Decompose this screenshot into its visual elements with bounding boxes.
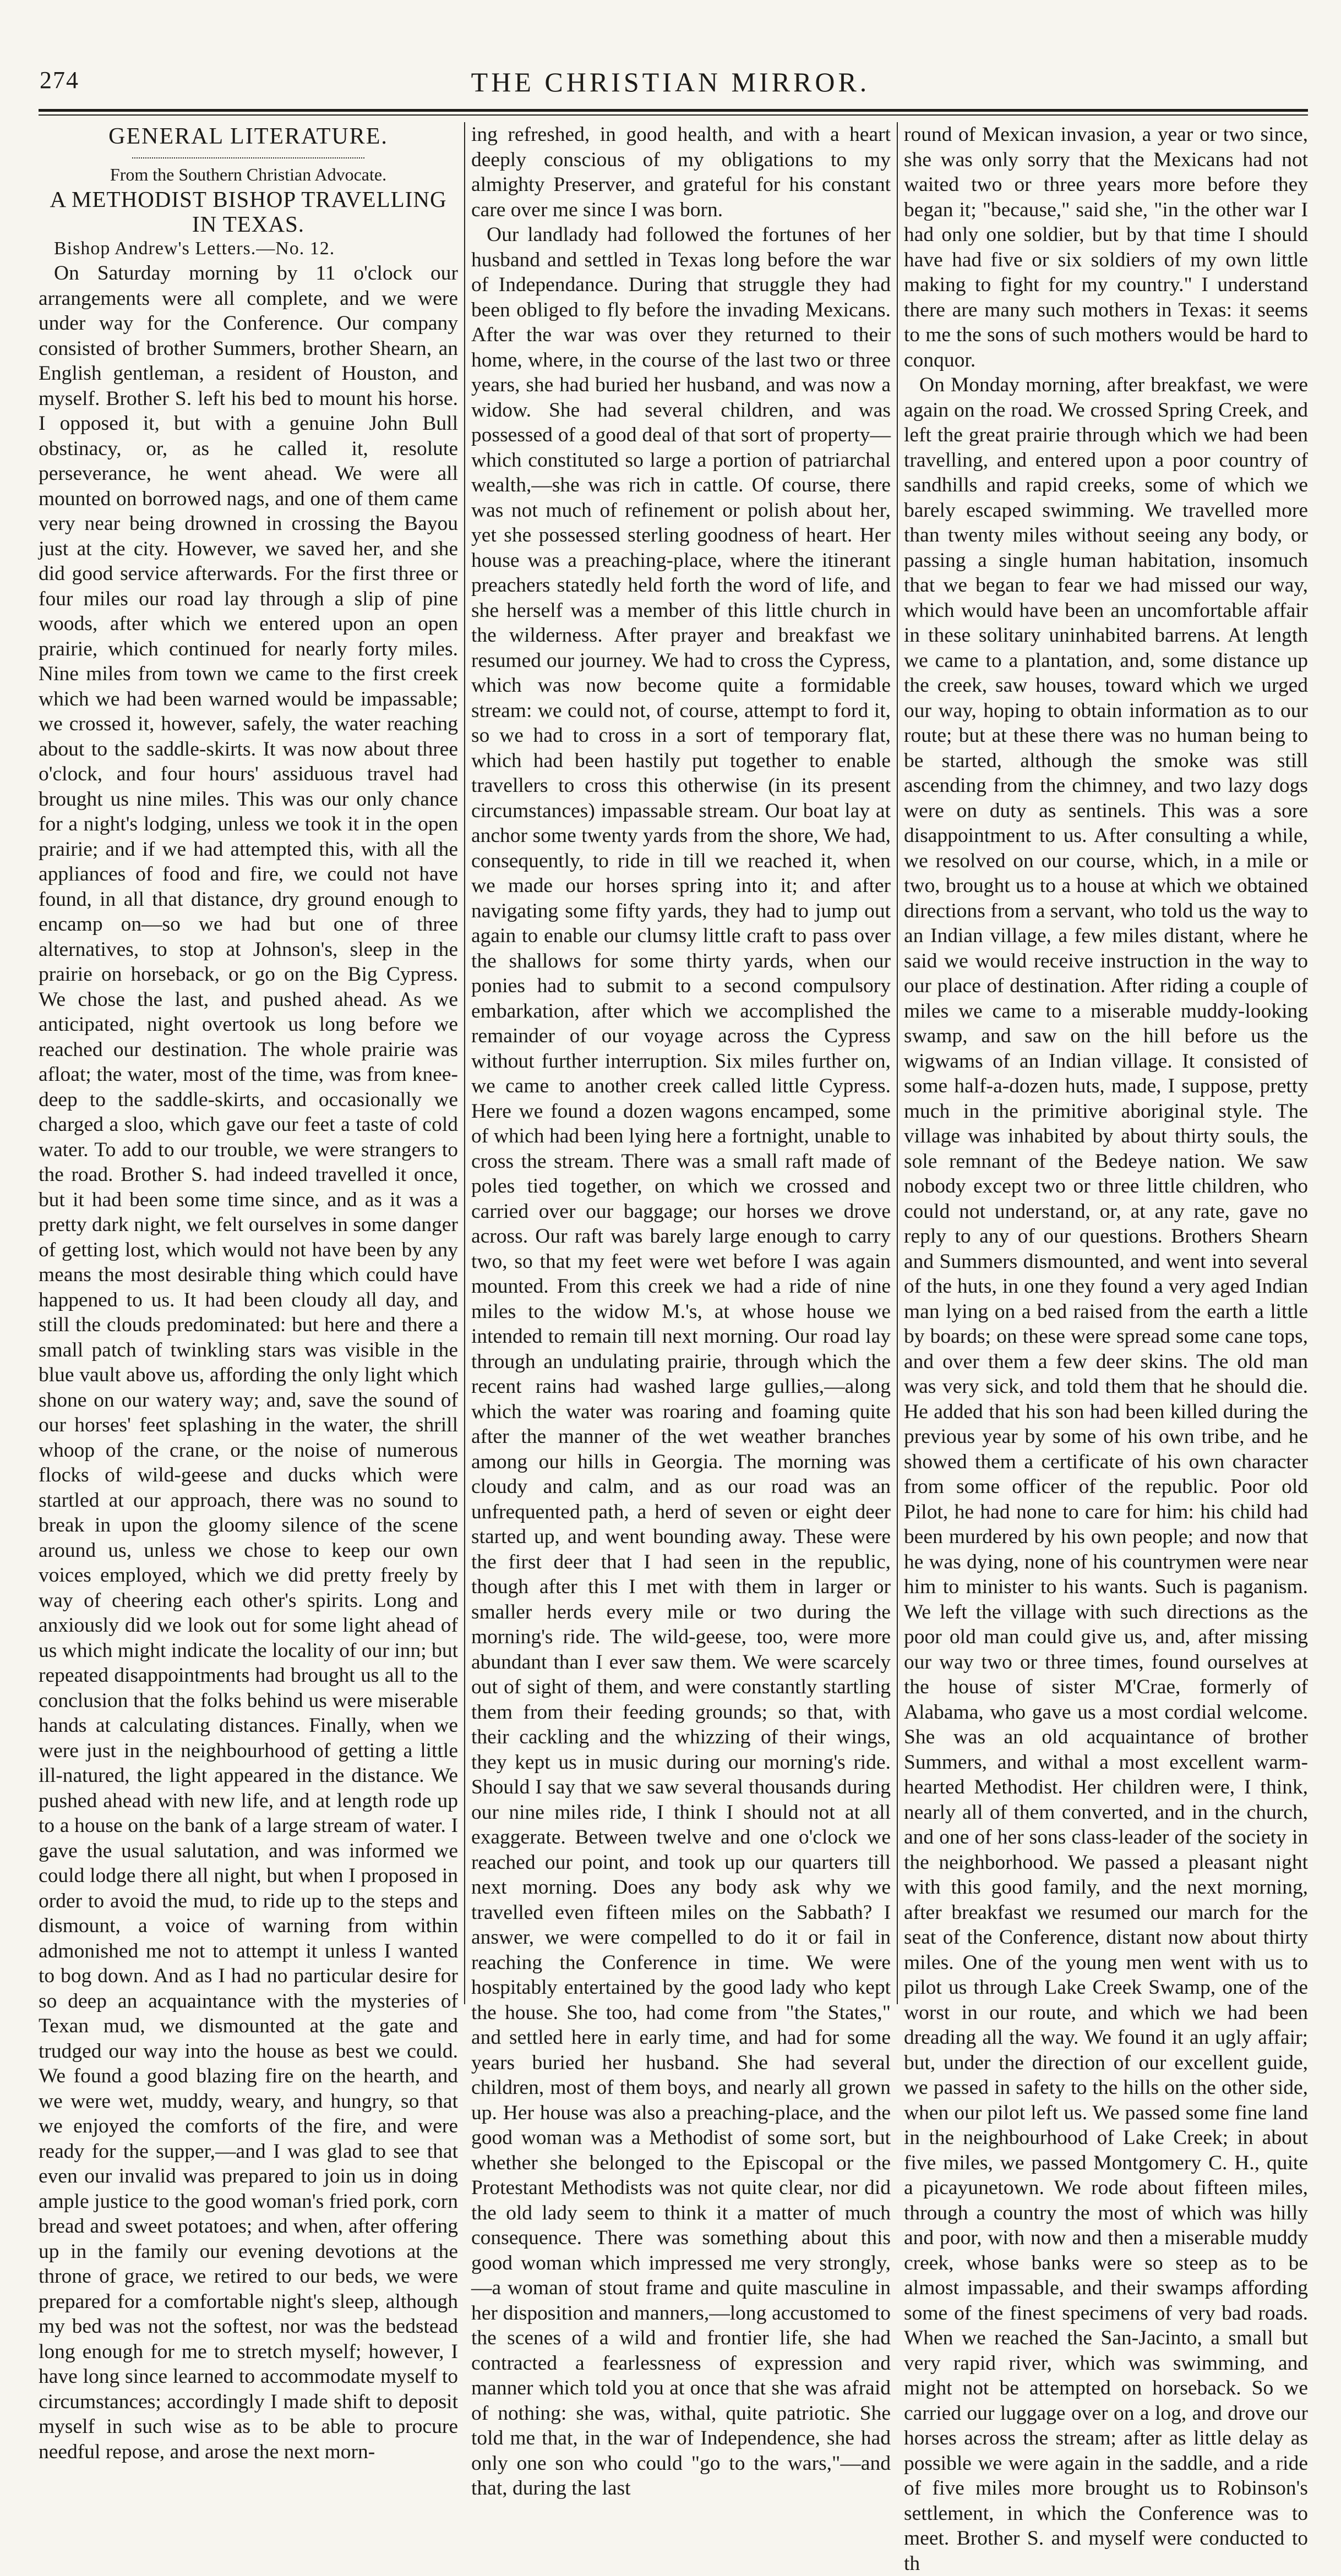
column-1 bbox=[39, 122, 458, 2463]
paragraph: ing refreshed, in good health, and with a heart deeply conscious of my obligations to my almighty Preserver, and grateful for his constant care over me since I was born. bbox=[471, 123, 891, 221]
paragraph: On Saturday morning by 11 o'clock our arrangements were all complete, and we were under way for the Conference. Our company consisted of brother Summers, brother Shearn, an English gentleman, a resident of Houston, and myself. Brother S. left his bed to mount his horse. I opposed it, but with a genuine John Bull obstinacy, or, as he called it, resolute perseverance, he went ahead. We were all mounted on borrowed nags, and one of them came very near being drowned in crossing the Bayou just at the city. However, we saved her, and she did good service afterwards. For the first three or four miles our road lay through a slip of pine woods, after which we entered upon an open prairie, which continued for nearly forty miles. Nine miles from town we came to the first creek which we had been warned would be impassable; we crossed it, however, safely, the water reaching about to the saddle-skirts. It was now about three o'clock, and four hours' assiduous travel had brought us nine miles. This was our only chance for a night's lodging, unless we took it in the open prairie; and if we had attempted this, with all the appliances of food and fire, we could not have found, in all that distance, dry ground enough to encamp on—so we had but one of three alternatives, to stop at Johnson's, sleep in the prairie on horseback, or go on the Big Cypress. We chose the last, and pushed ahead. As we anticipated, night overtook us long before we reached our destination. The whole prairie was afloat; the water, most of the time, was from knee-deep to the saddle-skirts, and occasionally we charged a sloo, which gave our feet a taste of cold water. To add to our trouble, we were strangers to the road. Brother S. had indeed travelled it once, but it had been some time since, and as it was a pretty dark night, we felt ourselves in some danger of getting lost, which would not have been by any means the most desirable thing which could have happened to us. It had been cloudy all day, and still the clouds predominated: but here and there a small patch of twinkling stars was visible in the blue vault above us, affording the only light which shone on our watery way; and, save the sound of our horses' feet splashing in the water, the shrill whoop of the crane, or the noise of numerous flocks of wild-geese and ducks which were startled at our approach, there was no sound to break in upon the gloomy silence of the scene around us, unless we chose to keep our own voices employed, which we did pretty freely by way of cheering each other's spirits. Long and anxiously did we look out for some light ahead of us which might indicate the locality of our inn; but repeated disappointments had brought us all to the conclusion that the folks behind us were miserable hands at calculating distances. Finally, when we were just in the neighbourhood of getting a little ill-natured, the light appeared in the distance. We pushed ahead with new life, and at length rode up to a house on the bank of a large stream of water. I gave the usual salutation, and was informed we could lodge there all night, but when I proposed in order to avoid the mud, to ride up to the steps and dismount, a voice of warning from within admonished me not to attempt it unless I wanted to bog down. And as I had no particular desire for so deep an acquaintance with the mysteries of Texan mud, we dismounted at the gate and trudged our way into the house as best we could. We found a good blazing fire on the hearth, and we were wet, muddy, weary, and hungry, so that we enjoyed the comforts of the fire, and were ready for the supper,—and I was glad to see that even our invalid was prepared to join us in doing ample justice to the good woman's fried pork, corn bread and sweet potatoes; and when, after offering up in the family our evening devotions at the throne of grace, we retired to our beds, we were prepared for a comfortable night's sleep, although my bed was not the softest, nor was the bedstead long enough for me to stretch myself; however, I have long since learned to accommodate myself to circumstances; accordingly I made shift to deposit myself in such wise as to be able to procure needful repose, and arose the next morn- bbox=[39, 262, 458, 2463]
paragraph: On Monday morning, after breakfast, we were again on the road. We crossed Spring Creek, and left the great prairie through which we had been travelling, and entered upon a poor country of sandhills and rapid creeks, some of which we barely escaped swimming. We travelled more than twenty miles without seeing any body, or passing a single human habitation, insomuch that we began to fear we had missed our way, which would have been an uncomfortable affair in these solitary uninhabited barrens. At length we came to a plantation, and, some distance up the creek, saw houses, toward which we urged our way, hoping to obtain information as to our route; but at these there was no human being to be started, although the smoke was still ascending from the chimney, and two lazy dogs were on duty as sentinels. This was a sore disappointment to us. After consulting a while, we resolved on our course, which, in a mile or two, brought us to a house at which we obtained directions from a servant, who told us the way to an Indian village, a few miles distant, where he said we would receive instruction in the way to our place of destination. After riding a couple of miles we came to a miserable muddy-looking swamp, and saw on the hill before us the wigwams of an Indian village. It consisted of some half-a-dozen huts, made, I suppose, pretty much in the primitive aboriginal style. The village was inhabited by about thirty souls, the sole remnant of the Bedeye nation. We saw nobody except two or three little children, who could not understand, or, at any rate, gave no reply to any of our questions. Brothers Shearn and Summers dismounted, and went into several of the huts, in one they found a very aged Indian man lying on a bed raised from the earth a little by boards; on these were spread some cane tops, and over them a few deer skins. The old man was very sick, and told them that he should die. He added that his son had been killed during the previous year by some of his own tribe, and he showed them a certificate of his own character from some officer of the republic. Poor old Pilot, he had none to care for him: his child had been murdered by his own people; and now that he was dying, none of his countrymen were near him to minister to his wants. Such is paganism. We left the village with such directions as the poor old man could give us, and, after missing our way two or three times, found ourselves at the house of sister M'Crae, formerly of Alabama, who gave us a most cordial welcome. She was an old acquaintance of brother Summers, and withal a most excellent warm-hearted Methodist. Her children were, I think, nearly all of them converted, and in the church, and one of her sons class-leader of the society in the neighborhood. We passed a pleasant night with this good family, and the next morning, after breakfast we resumed our march for the seat of the Conference, distant now about thirty miles. One of the young men went with us to pilot us through Lake Creek Swamp, one of the worst in our route, and which we had been dreading all the way. We found it an ugly affair; but, under the direction of our excellent guide, we passed in safety to the hills on the other side, when our pilot left us. We passed some fine land in the neighbourhood of Lake Creek; in about five miles, we passed Montgomery C. H., quite a picayunetown. We rode about fifteen miles, through a country the most of which was hilly and poor, with now and then a miserable muddy creek, whose banks were so steep as to be almost impassable, and their swamps affording some of the finest specimens of very bad roads. When we reached the San-Jacinto, a small but very rapid river, which was swimming, and might not be attempted on horseback. So we carried our luggage over on a log, and drove our horses across the stream; after as little delay as possible we were again in the saddle, and a ride of five miles more brought us to Robinson's settlement, in which the Conference was to meet. Brother S. and myself were conducted to th bbox=[904, 374, 1308, 2575]
masthead bbox=[33, 66, 1308, 110]
article-byline: Bishop Andrew's Letters.—No. 12. bbox=[54, 238, 335, 259]
article-source: From the Southern Christian Advocate. bbox=[110, 165, 387, 184]
masthead-rule-thin bbox=[39, 114, 1308, 116]
article-columns bbox=[39, 122, 1308, 2575]
column-2 bbox=[471, 122, 891, 2500]
section-heading: GENERAL LITERATURE. bbox=[108, 124, 388, 149]
paragraph: round of Mexican invasion, a year or two since, she was only sorry that the Mexicans had not waited two or three years more before they began it; "because," said she, "in the other war I had only one soldier, but by that time I should have had five or six soldiers of my own little making to fight for my country." I understand there are many such mothers in Texas: it seems to me the sons of such mothers would be hard to conquor. bbox=[904, 123, 1308, 371]
article-title: A METHODIST BISHOP TRAVELLING IN TEXAS. bbox=[50, 187, 447, 237]
newspaper-title: THE CHRISTIAN MIRROR. bbox=[471, 67, 870, 97]
section-divider bbox=[132, 153, 364, 158]
paragraph: Our landlady had followed the fortunes of her husband and settled in Texas long before the war of Independance. During that struggle they had been obliged to fly before the invading Mexicans. After the war was over they returned to their home, where, in the course of the last two or three years, she had buried her husband, and was now a widow. She had several children, and was possessed of a good deal of that sort of property—which constituted so large a portion of patriarchal wealth,—she was rich in cattle. Of course, there was not much of refinement or polish about her, yet she possessed sterling goodness of heart. Her house was a preaching-place, where the itinerant preachers statedly held forth the word of life, and she herself was a member of this little church in the wilderness. After prayer and breakfast we resumed our journey. We had to cross the Cypress, which was now become quite a formidable stream: we could not, of course, attempt to ford it, so we had to cross in a sort of temporary flat, which had been hastily put together to enable travellers to cross this otherwise (in its present circumstances) impassable stream. Our boat lay at anchor some twenty yards from the shore, We had, consequently, to ride in till we reached it, when we made our horses spring into it; and after navigating some fifty yards, they had to jump out again to enable our clumsy little craft to pass over the shallows for some thirty yards, when our ponies had to submit to a second compulsory embarkation, after which we accomplished the remainder of our voyage across the Cypress without further interruption. Six miles further on, we came to another creek called little Cypress. Here we found a dozen wagons encamped, some of which had been lying here a fortnight, unable to cross the stream. There was a small raft made of poles tied together, on which we crossed and carried over our baggage; our horses we drove across. Our raft was barely large enough to carry two, so that my feet were wet before I was again mounted. From this creek we had a ride of nine miles to the widow M.'s, at whose house we intended to remain till next morning. Our road lay through an undulating prairie, through which the recent rains had washed large gullies,—along which the water was roaring and foaming quite after the manner of the wet weather branches among our hills in Georgia. The morning was cloudy and calm, and as our road was an unfrequented path, a herd of seven or eight deer started up, and went bounding away. These were the first deer that I had seen in the republic, though after this I met with them in larger or smaller herds every mile or two during the morning's ride. The wild-geese, too, were more abundant than I ever saw them. We were scarcely out of sight of them, and were constantly startling them from their feeding grounds; so that, with their cackling and the whizzing of their wings, they kept us in music during our morning's ride. Should I say that we saw several thousands during our nine miles ride, I think I should not at all exaggerate. Between twelve and one o'clock we reached our point, and took up our quarters till next morning. Does any body ask why we travelled even fifteen miles on the Sabbath? I answer, we were compelled to do it or fail in reaching the Conference in time. We were hospitably entertained by the good lady who kept the house. She too, had come from "the States," and settled here in early time, and had for some years buried her husband. She had several children, most of them boys, and nearly all grown up. Her house was also a preaching-place, and the good woman was a Methodist of some sort, but whether she belonged to the Episcopal or the Protestant Methodists was not quite clear, nor did the old lady seem to think it a matter of much consequence. There was something about this good woman which impressed me very strongly,—a woman of stout frame and quite masculine in her disposition and manners,—long accustomed to the scenes of a wild and frontier life, she had contracted a fearlessness of expression and manner which told you at once that she was afraid of nothing: she was, withal, quite patriotic. She told me that, in the war of Independence, she had only one son who could "go to the wars,"—and that, during the last bbox=[471, 223, 891, 2500]
page-number: 274 bbox=[40, 67, 79, 94]
column-rule bbox=[464, 122, 465, 2004]
column-rule bbox=[897, 122, 898, 2004]
column-3 bbox=[904, 122, 1308, 2575]
masthead-rule-thick bbox=[39, 109, 1308, 112]
